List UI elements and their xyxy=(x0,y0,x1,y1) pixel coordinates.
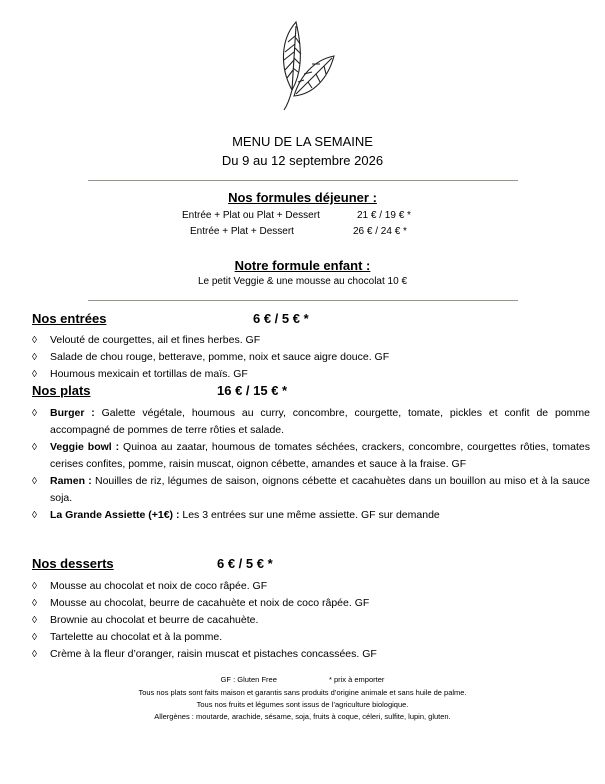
footer-legend: GF : Gluten Free * prix à emporter xyxy=(220,675,385,684)
diamond-bullet-icon: ◊ xyxy=(32,649,37,660)
dish-description: Nouilles de riz, légumes de saison, oignons cébette et cacahuètes dans un bouillon au miso et à la sauce soja. xyxy=(50,475,590,504)
list-item xyxy=(32,507,590,524)
diamond-bullet-icon: ◊ xyxy=(32,581,37,592)
dish-description: Quinoa au zaatar, houmous de tomates séchées, crackers, concombre, courgettes rôties, tomates cerises confites, pomme, raisin muscat, oignon cébette, amandes et sauce à la fraise. GF xyxy=(50,441,591,470)
desserts-heading: Nos desserts xyxy=(32,556,114,571)
entrees-price: 6 € / 5 € * xyxy=(253,311,309,326)
list-item: ◊ Mousse au chocolat, beurre de cacahuète et noix de coco râpée. GF xyxy=(32,595,590,612)
diamond-bullet-icon: ◊ xyxy=(32,632,37,643)
diamond-bullet-icon: ◊ xyxy=(32,510,37,521)
list-item: ◊ Tartelette au chocolat et à la pomme. xyxy=(32,629,590,646)
list-item: ◊ Brownie au chocolat et beurre de cacahuète. xyxy=(32,612,590,629)
diamond-bullet-icon: ◊ xyxy=(32,335,37,346)
list-item: ◊ Salade de chou rouge, betterave, pomme, noix et sauce aigre douce. GF xyxy=(32,349,590,366)
enfant-title: Notre formule enfant : xyxy=(234,258,371,273)
footer-line: Tous nos fruits et légumes sont issus de l’agriculture biologique. xyxy=(196,700,409,709)
desserts-price: 6 € / 5 € * xyxy=(217,556,273,571)
dish-description: Les 3 entrées sur une même assiette. GF sur demande xyxy=(179,509,440,521)
diamond-bullet-icon: ◊ xyxy=(32,598,37,609)
divider xyxy=(88,180,518,181)
plats-list xyxy=(32,405,590,524)
diamond-bullet-icon: ◊ xyxy=(32,615,37,626)
dish-name: Ramen : xyxy=(50,475,92,487)
footer-line: Allergènes : moutarde, arachide, sésame, soja, fruits à coque, céleri, sulfite, lupin, gluten. xyxy=(154,712,451,721)
diamond-bullet-icon: ◊ xyxy=(32,476,37,487)
divider xyxy=(88,300,518,301)
plats-price: 16 € / 15 € * xyxy=(217,383,288,398)
list-item: ◊ Houmous mexicain et tortillas de maïs. GF xyxy=(32,366,590,383)
entrees-heading: Nos entrées xyxy=(32,311,107,326)
list-item: ◊ Mousse au chocolat et noix de coco râpée. GF xyxy=(32,578,590,595)
footer-line: Tous nos plats sont faits maison et garantis sans produits d’origine animale et sans huile de palme. xyxy=(138,688,467,697)
list-item xyxy=(32,473,590,507)
list-item xyxy=(32,439,590,473)
formule-price: 26 € / 24 € * xyxy=(353,226,407,237)
enfant-line: Le petit Veggie & une mousse au chocolat 10 € xyxy=(197,276,408,287)
formule-price: 21 € / 19 € * xyxy=(357,210,411,221)
diamond-bullet-icon: ◊ xyxy=(32,352,37,363)
diamond-bullet-icon: ◊ xyxy=(32,442,37,453)
list-item: ◊ Velouté de courgettes, ail et fines herbes. GF xyxy=(32,332,590,349)
formule-label: Entrée + Plat + Dessert xyxy=(190,226,294,237)
dish-name: La Grande Assiette (+1€) : xyxy=(50,509,180,521)
dish-name: Veggie bowl : xyxy=(50,441,120,453)
formule-label: Entrée + Plat ou Plat + Dessert xyxy=(182,210,320,221)
formules-title: Nos formules déjeuner : xyxy=(228,190,377,205)
leaf-icon xyxy=(270,20,340,112)
entrees-list xyxy=(32,332,590,383)
menu-dates: Du 9 au 12 septembre 2026 xyxy=(221,153,384,168)
menu-title: MENU DE LA SEMAINE xyxy=(232,134,373,149)
list-item: ◊ Crème à la fleur d’oranger, raisin muscat et pistaches concassées. GF xyxy=(32,646,590,663)
dish-description: Galette végétale, houmous au curry, concombre, courgette, tomate, pickles et confit de pomme accompagné de pommes de terre rôties et salade. xyxy=(50,407,590,436)
diamond-bullet-icon: ◊ xyxy=(32,408,37,419)
plats-heading: Nos plats xyxy=(32,383,91,398)
dish-name: Burger : xyxy=(50,407,95,419)
desserts-list xyxy=(32,578,590,663)
diamond-bullet-icon: ◊ xyxy=(32,369,37,380)
list-item xyxy=(32,405,590,439)
